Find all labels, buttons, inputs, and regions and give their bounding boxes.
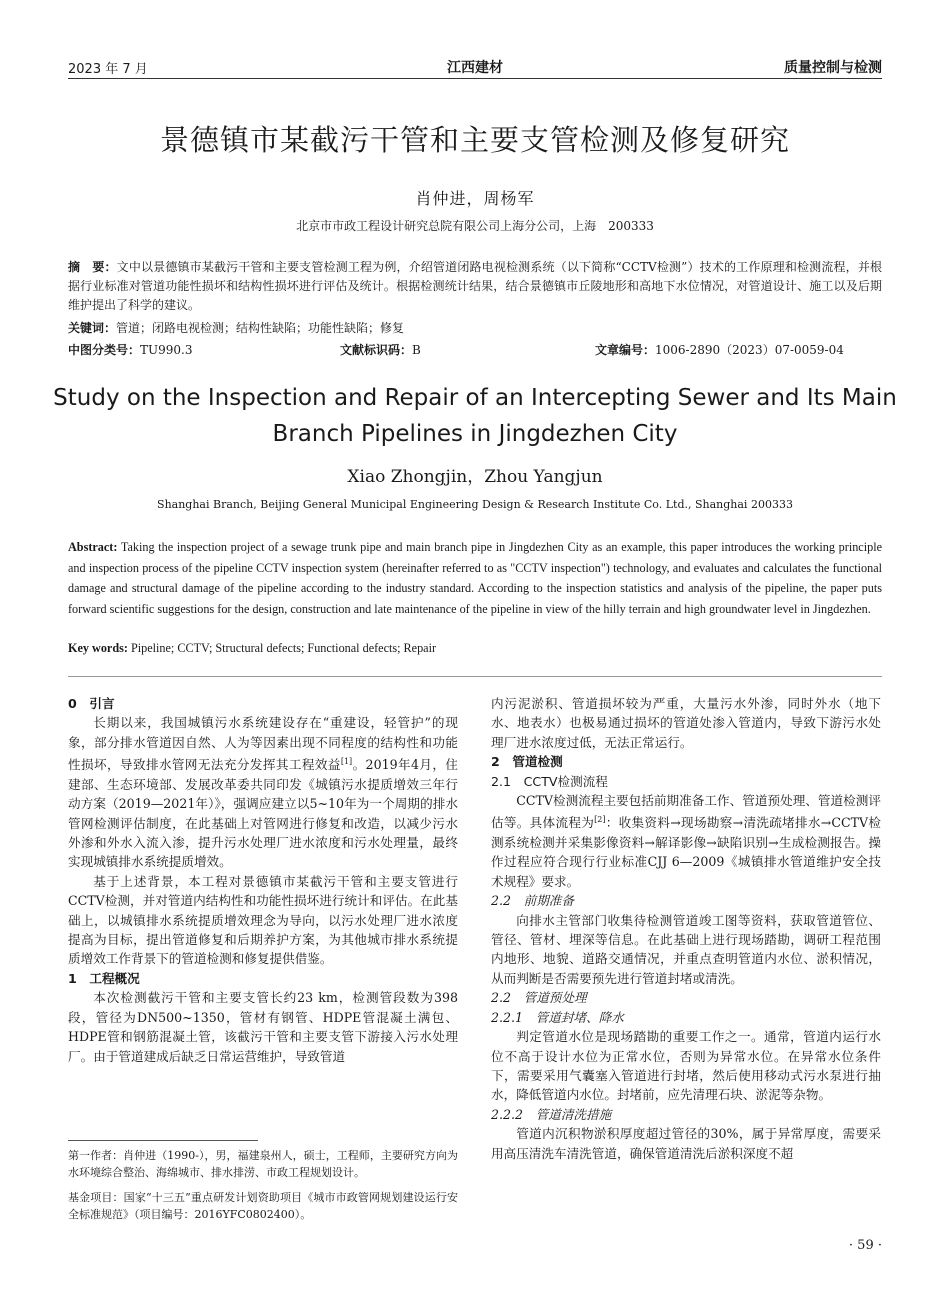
paragraph-cctv-b: ：收集资料→现场勘察→清洗疏堵排水→CCTV检测系统检测并采集影像资料→解译影像→缺陷识别→生成检测报告。操作过程应符合现行行业标准CJJ 6—2009《城镇排水管道维护安全技术规程》要求。 bbox=[491, 815, 881, 889]
paragraph-intro-1b: 。2019年4月，住建部、生态环境部、发展改革委共同印发《城镇污水提质增效三年行动方案（2019—2021年）》，强调应建立以5~10年为一个周期的排水管网检测评估制度，在此基础上对管网进行修复和改造，以减少污水外渗和外水入流入渗，提升污水处理厂进水浓度和污水处理量，最终实现城镇排水系统提质增效。 bbox=[68, 757, 458, 870]
footnote-fund: 基金项目：国家“十三五”重点研发计划资助项目《城市市政管网规划建设运行安全标准规范》（项目编号：2016YFC0802400）。 bbox=[68, 1191, 458, 1221]
classification-line bbox=[68, 341, 882, 359]
title-english: Study on the Inspection and Repair of an Intercepting Sewer and Its Main Branch Pipelines in Jingdezhen City bbox=[53, 385, 897, 447]
heading-pipeline-inspection: 2 管道检测 bbox=[491, 754, 563, 770]
keywords-english-label: Key words: bbox=[68, 641, 128, 655]
abstract-english-text: Taking the inspection project of a sewage trunk pipe and main branch pipe in Jingdezhen City as an example, this paper introduces the working principle and inspection process of the pipeline CCTV inspection system (hereinafter referred to as "CCTV inspection") technology, and evaluates and calculates the functional damage and structural damage of the pipeline according to the industry standard. According to the inspection statistics and analysis of the pipeline, the paper puts forward scientific suggestions for the design, construction and late maintenance of the pipeline in view of the hilly terrain and high groundwater level in Jingdezhen. bbox=[68, 540, 882, 616]
abstract-chinese-text: 文中以景德镇市某截污干管和主要支管检测工程为例，介绍管道闭路电视检测系统（以下简称“CCTV检测”）技术的工作原理和检测流程，并根据行业标准对管道功能性损坏和结构性损坏进行评估及统计。根据检测统计结果，结合景德镇市丘陵地形和高地下水位情况，对管道设计、施工以及后期维护提出了科学的建议。 bbox=[68, 260, 882, 312]
heading-cctv-process: 2.1 CCTV检测流程 bbox=[491, 773, 608, 789]
page-number: · 59 · bbox=[848, 1238, 882, 1253]
heading-pretreatment: 2.2 管道预处理 bbox=[491, 990, 587, 1006]
reference-2: [2] bbox=[594, 815, 606, 825]
doc-label: 文献标识码： bbox=[340, 343, 413, 357]
heading-introduction: 0 引言 bbox=[68, 696, 115, 711]
paragraph-overview: 本次检测截污干管和主要支管长约23 km，检测管段数为398段，管径为DN500~1350，管材有钢管、HDPE管混凝土满包、HDPE管和钢筋混凝土管，该截污干管和主要支管下游接入污水处理厂。由于管道建成后缺乏日常运营维护，导致管道 bbox=[68, 990, 458, 1064]
keywords-chinese-text: 管道；闭路电视检测；结构性缺陷；功能性缺陷；修复 bbox=[116, 321, 405, 335]
keywords-english-text: Pipeline; CCTV; Structural defects; Functional defects; Repair bbox=[130, 641, 437, 655]
body-column-right bbox=[491, 694, 881, 1163]
abstract-english-label: Abstract: bbox=[68, 540, 118, 554]
section-divider bbox=[68, 676, 882, 677]
heading-preparation: 2.2 前期准备 bbox=[491, 893, 574, 909]
paragraph-continued: 内污泥淤积、管道损坏较为严重，大量污水外渗，同时外水（地下水、地表水）也极易通过损坏的管道处渗入管道内，导致下游污水处理厂进水浓度过低，无法正常运行。 bbox=[491, 696, 881, 750]
keywords-english bbox=[68, 641, 882, 656]
title-chinese: 景德镇市某截污干管和主要支管检测及修复研究 bbox=[159, 123, 790, 157]
authors-english: Xiao Zhongjin，Zhou Yangjun bbox=[347, 467, 603, 487]
heading-cleaning: 2.2.2 管道清洗措施 bbox=[491, 1106, 612, 1122]
clc-number bbox=[68, 341, 193, 358]
paragraph-preparation: 向排水主管部门收集待检测管道竣工图等资料，获取管道管位、管径、管材、埋深等信息。在此基础上进行现场踏勘，调研工程范围内地形、地貌、道路交通情况，并重点查明管道内水位、淤积情况，从而判断是否需要预先进行管道封堵或清洗。 bbox=[491, 912, 881, 986]
paragraph-cleaning: 管道内沉积物淤积厚度超过管径的30%，属于异常厚度，需要采用高压清洗车清洗管道，确保管道清洗后淤积深度不超 bbox=[491, 1126, 881, 1161]
article-number bbox=[595, 341, 844, 358]
article-label: 文章编号： bbox=[595, 343, 656, 357]
affiliation-chinese: 北京市市政工程设计研究总院有限公司上海分公司，上海 200333 bbox=[296, 219, 654, 233]
header-section: 质量控制与检测 bbox=[784, 60, 882, 76]
paragraph-cctv-process bbox=[491, 791, 881, 891]
paragraph-intro-1a: 长期以来，我国城镇污水系统建设存在“重建设，轻管护”的现象，部分排水管道因自然、人为等因素出现不同程度的结构性和功能性损坏，导致排水管网无法充分发挥其工程效益 bbox=[68, 715, 458, 773]
authors-chinese: 肖仲进，周杨军 bbox=[415, 189, 535, 208]
keywords-chinese bbox=[68, 319, 882, 336]
running-header bbox=[68, 50, 882, 79]
header-date: 2023 年 7 月 bbox=[68, 62, 148, 77]
abstract-chinese-label: 摘 要： bbox=[68, 260, 117, 274]
paragraph-cctv-a: CCTV检测流程主要包括前期准备工作、管道预处理、管道检测评估等。具体流程为 bbox=[491, 793, 881, 831]
heading-project-overview: 1 工程概况 bbox=[68, 970, 140, 986]
footnote-divider bbox=[68, 1140, 258, 1141]
document-code bbox=[340, 341, 421, 358]
paragraph-plugging: 判定管道水位是现场踏勘的重要工作之一。通常，管道内运行水位不高于设计水位为正常水位，否则为异常水位。在异常水位条件下，需要采用气囊塞入管道进行封堵，然后使用移动式污水泵进行抽水，降低管道内水位。封堵前，应先清理石块、淤泥等杂物。 bbox=[491, 1029, 881, 1103]
body-column-left bbox=[68, 694, 458, 1066]
clc-label: 中图分类号： bbox=[68, 343, 141, 357]
abstract-english bbox=[68, 537, 882, 619]
footnote-author: 第一作者：肖仲进（1990-），男，福建泉州人，硕士，工程师，主要研究方向为水环境综合整治、海绵城市、排水排涝、市政工程规划设计。 bbox=[68, 1149, 458, 1179]
keywords-chinese-label: 关键词： bbox=[68, 321, 117, 335]
article-value: 1006-2890（2023）07-0059-04 bbox=[655, 343, 844, 357]
heading-plugging: 2.2.1 管道封堵、降水 bbox=[491, 1009, 624, 1025]
reference-1: [1] bbox=[340, 757, 353, 767]
paragraph-intro-1 bbox=[68, 713, 458, 871]
paragraph-intro-2: 基于上述背景，本工程对景德镇市某截污干管和主要支管进行CCTV检测，并对管道内结构性和功能性损坏进行统计和评估。在此基础上，以城镇排水系统提质增效理念为导向，以污水处理厂进水浓度提高为目标，提出管道修复和后期养护方案，为其他城市排水系统提质增效工作背景下的管道检测和修复提供借鉴。 bbox=[68, 873, 458, 967]
clc-value: TU990.3 bbox=[140, 343, 193, 357]
doc-value: B bbox=[412, 343, 421, 357]
abstract-chinese bbox=[68, 258, 882, 315]
header-journal: 江西建材 bbox=[447, 60, 503, 76]
affiliation-english: Shanghai Branch, Beijing General Municipal Engineering Design & Research Institute Co. Ltd., Shanghai 200333 bbox=[157, 498, 793, 511]
